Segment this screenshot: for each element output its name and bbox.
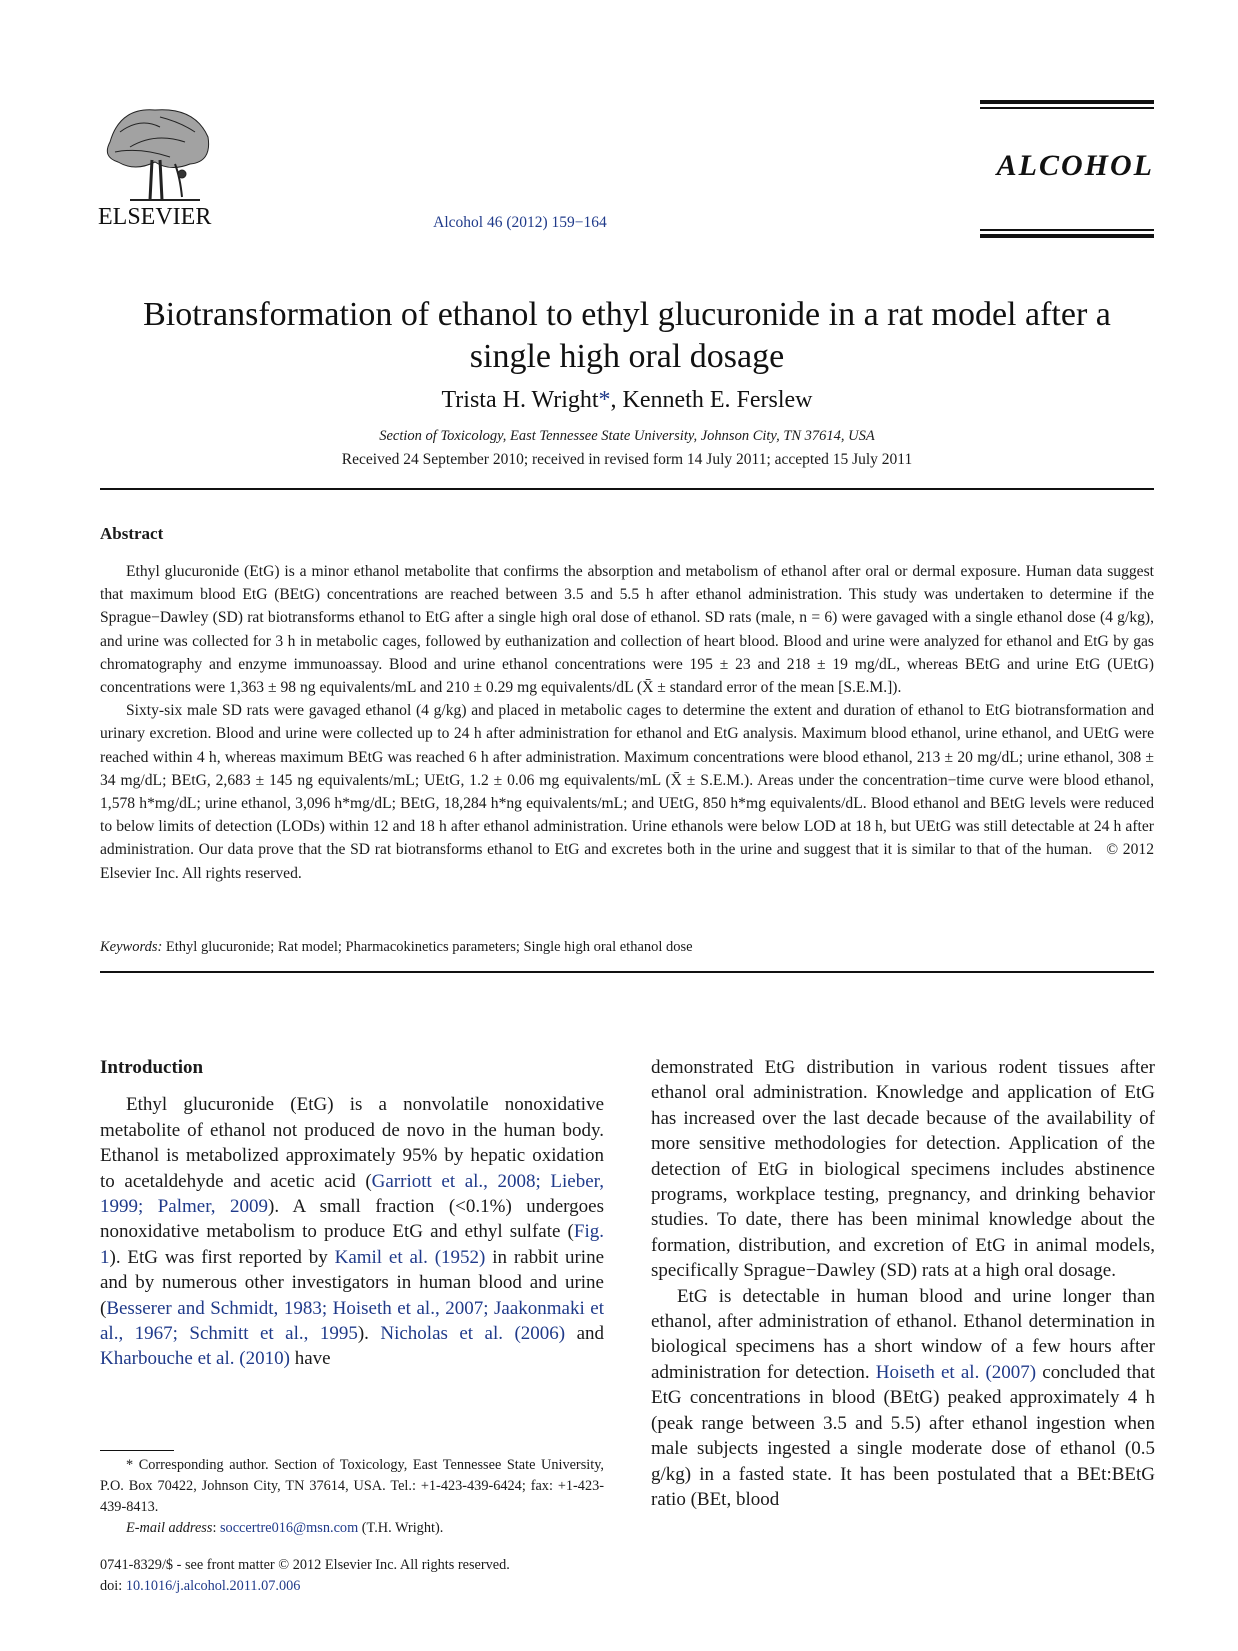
front-matter [100,1555,640,1597]
body-paragraph [100,1092,604,1371]
email-link[interactable]: soccertre016@msn.com [219,1520,359,1536]
body-text: ). EtG was first reported by [109,1246,335,1268]
masthead-rule-top-thin [980,107,1154,109]
author-name: Trista H. Wright [441,387,599,413]
author-separator: , [610,387,623,413]
figure-link[interactable]: Fig. 1 [100,1221,604,1268]
abstract-heading: Abstract [100,524,164,543]
journal-masthead [980,100,1154,241]
journal-citation[interactable]: Alcohol 46 (2012) 159−164 [433,214,607,231]
article-title: Biotransformation of ethanol to ethyl glucuronide in a rat model after a single high oral dosage [143,296,1111,375]
divider-top [100,488,1154,490]
copyright-notice: © 2012 Elsevier Inc. All rights reserved. [100,841,1154,882]
abstract-paragraph [100,699,1154,885]
body-column-right [651,1055,1155,1512]
corresponding-author-note: * Corresponding author. Section of Toxicology, East Tennessee State University, P.O. Box 70422, Johnson City, TN 37614, USA. Tel.: +1-423-439-6424; fax: +1-423-439-8413. [100,1457,604,1515]
email-separator: : [212,1520,220,1536]
author-list [100,387,1154,414]
masthead-rule-top [980,100,1154,104]
email-note [100,1518,604,1539]
section-heading: Introduction [100,1057,204,1078]
abstract-paragraph: Ethyl glucuronide (EtG) is a minor ethanol metabolite that confirms the absorption and metabolism of ethanol after oral or dermal exposure. Human data suggest that maximum blood EtG (BEtG) concentrations are reached between 3.5 and 5.5 h after ethanol administration. This study was undertaken to determine if the Sprague−Dawley (SD) rat biotransforms ethanol to EtG after a single high oral dose of ethanol. SD rats (male, n = 6) were gavaged with a single ethanol dose (4 g/kg), and urine was collected for 3 h in metabolic cages, followed by euthanization and collection of heart blood. Blood and urine were analyzed for ethanol and EtG by gas chromatography and enzyme immunoassay. Blood and urine ethanol concentrations were 195 ± 23 and 218 ± 19 mg/dL, whereas BEtG and urine EtG (UEtG) concentrations were 1,363 ± 98 ng equivalents/mL and 210 ± 0.29 mg equivalents/dL (X̄ ± standard error of the mean [S.E.M.]). [100,563,1154,697]
publisher-name: ELSEVIER [98,204,212,230]
journal-name: ALCOHOL [996,149,1154,182]
body-text: and [565,1323,605,1345]
email-attribution: (T.H. Wright). [358,1520,444,1536]
doi-line [100,1576,640,1597]
citation-link[interactable]: Besserer and Schmidt, 1983; Hoiseth et al., 2007; Jaakonmaki et al., 1967; Schmitt et al., 1995 [100,1297,604,1345]
body-text: concluded that EtG concentrations in blood (BEtG) peaked approximately 4 h (peak range between 3.5 and 5.5) after ethanol ingestion when male subjects ingested a single moderate dose of ethanol (0.5 g/kg) in a fasted state. It has been postulated that a BEt:BEtG ratio (BEt, blood [651,1361,1155,1510]
body-text: ). A small fraction (<0.1%) undergoes nonoxidative metabolism to produce EtG and ethyl sulfate ( [100,1196,604,1243]
issn-line: 0741-8329/$ - see front matter © 2012 Elsevier Inc. All rights reserved. [100,1557,510,1573]
abstract-paragraph-text: Sixty-six male SD rats were gavaged ethanol (4 g/kg) and placed in metabolic cages to determine the extent and duration of ethanol to EtG biotransformation and urinary excretion. Blood and urine were collected up to 24 h after administration for ethanol and EtG analysis. Maximum blood ethanol, urine ethanol, and UEtG were reached within 4 h, whereas maximum BEtG was reached 6 h after administration. Maximum concentrations were blood ethanol, 213 ± 20 mg/dL; urine ethanol, 308 ± 34 mg/dL; BEtG, 2,683 ± 145 ng equivalents/mL; UEtG, 1.2 ± 0.06 mg equivalents/mL (X̄ ± S.E.M.). Areas under the concentration−time curve were blood ethanol, 1,578 h*mg/dL; urine ethanol, 3,096 h*mg/dL; BEtG, 18,284 h*ng equivalents/mL; and UEtG, 850 h*mg equivalents/dL. Blood ethanol and BEtG levels were reduced to below limits of detection (LODs) within 12 and 18 h after ethanol administration. Urine ethanols were below LOD at 18 h, but UEtG was still detectable at 24 h after administration. Our data prove that the SD rat biotransforms ethanol to EtG and excretes both in the urine and suggest that it is similar to that of the human. [100,702,1154,859]
body-text: in rabbit urine and by numerous other investigators in human blood and urine ( [100,1246,604,1319]
body-text: Ethyl glucuronide (EtG) is a nonvolatile nonoxidative metabolite of ethanol not produced de novo in the human body. Ethanol is metabolized approximately 95% by hepatic oxidation to acetaldehyde and acetic acid ( [100,1094,604,1192]
keywords-label: Keywords: [100,939,163,955]
divider-bottom [100,971,1154,973]
author-name: Kenneth E. Ferslew [622,387,813,413]
masthead-rule-bottom-thin [980,229,1154,231]
citation-link[interactable]: Hoiseth et al. (2007) [875,1361,1037,1383]
citation-link[interactable]: Garriott et al., 2008; Lieber, 1999; Palmer, 2009 [100,1170,604,1218]
body-paragraph: demonstrated EtG distribution in various rodent tissues after ethanol oral administration. Knowledge and application of EtG has increased over the last decade because of the availability of more sensitive methodologies for detection. Application of the detection of EtG in biological specimens includes abstinence programs, workplace testing, pregnancy, and drinking behavior studies. To date, there has been minimal knowledge about the formation, distribution, and excretion of EtG in animal models, specifically Sprague−Dawley (SD) rats at a high oral dosage. [651,1057,1155,1282]
footnote-rule [100,1450,174,1451]
doi-label: doi: [100,1578,126,1594]
body-paragraph [651,1284,1155,1513]
affiliation: Section of Toxicology, East Tennessee State University, Johnson City, TN 37614, USA [379,428,875,444]
body-column-left [100,1055,604,1372]
citation-link[interactable]: Nicholas et al. (2006) [380,1323,566,1345]
email-label: E-mail address [126,1520,213,1536]
masthead-rule-bottom [980,234,1154,238]
corresponding-author-mark[interactable]: * [598,387,611,413]
received-dates: Received 24 September 2010; received in revised form 14 July 2011; accepted 15 July 2011 [341,451,913,468]
footnote [100,1455,604,1539]
body-text: ). [357,1323,381,1345]
citation-link[interactable]: Kamil et al. (1952) [334,1246,486,1268]
doi-link[interactable]: 10.1016/j.alcohol.2011.07.006 [125,1578,301,1594]
body-text: have [289,1348,331,1370]
body-text: EtG is detectable in human blood and urine longer than ethanol, after administration of ethanol. Ethanol determination in biological specimens has a short window of a few hours after administration for detection. [651,1285,1155,1383]
keywords [100,939,1154,956]
abstract-body [100,560,1154,885]
citation-link[interactable]: Kharbouche et al. (2010) [100,1348,290,1370]
keywords-text: Ethyl glucuronide; Rat model; Pharmacokinetics parameters; Single high oral ethanol dose [165,939,693,955]
